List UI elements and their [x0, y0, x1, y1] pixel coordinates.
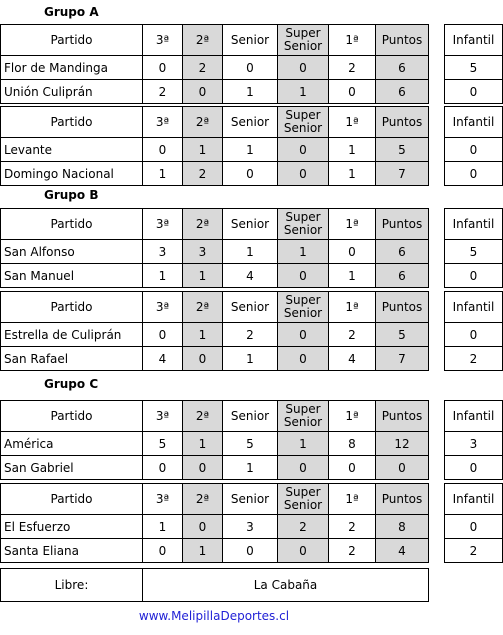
team-name-cell: San Gabriel [1, 456, 143, 480]
score-cell-c1: 0 [329, 456, 376, 480]
score-cell-c2: 1 [183, 264, 223, 288]
score-cell-super: 0 [278, 56, 329, 80]
header-partido: Partido [1, 25, 143, 56]
score-cell-c2: 0 [183, 515, 223, 539]
header-1a: 1ª [329, 401, 376, 432]
team-name-cell: Domingo Nacional [1, 162, 143, 186]
team-name-cell: Flor de Mandinga [1, 56, 143, 80]
header-infantil: Infantil [445, 107, 503, 138]
score-cell-c1: 0 [329, 80, 376, 104]
team-name-cell: Estrella de Culiprán [1, 323, 143, 347]
header-super-line2: Senior [283, 39, 323, 53]
header-senior: Senior [223, 292, 278, 323]
score-cell-super: 1 [278, 240, 329, 264]
header-row [1, 292, 429, 323]
infantil-row [445, 56, 503, 80]
score-cell-c1: 2 [329, 539, 376, 563]
score-cell-c1: 2 [329, 56, 376, 80]
score-cell-c1: 1 [329, 138, 376, 162]
header-1a: 1ª [329, 25, 376, 56]
score-cell-infantil: 3 [445, 432, 503, 456]
score-cell-c3: 1 [143, 515, 183, 539]
score-cell-c3: 1 [143, 162, 183, 186]
score-cell-c3: 0 [143, 138, 183, 162]
table-row [1, 515, 429, 539]
score-cell-infantil: 0 [445, 264, 503, 288]
team-name-cell: San Alfonso [1, 240, 143, 264]
score-cell-c1: 4 [329, 347, 376, 371]
score-cell-senior: 0 [223, 56, 278, 80]
libre-table [0, 568, 429, 602]
header-partido: Partido [1, 401, 143, 432]
infantil-row [445, 515, 503, 539]
score-cell-infantil: 2 [445, 539, 503, 563]
score-cell-super: 0 [278, 323, 329, 347]
table-row [1, 80, 429, 104]
team-name-cell: Santa Eliana [1, 539, 143, 563]
score-cell-c1: 0 [329, 240, 376, 264]
header-partido: Partido [1, 292, 143, 323]
team-name-cell: América [1, 432, 143, 456]
score-cell-infantil: 5 [445, 240, 503, 264]
match-table [0, 24, 429, 104]
infantil-row [445, 347, 503, 371]
score-cell-senior: 3 [223, 515, 278, 539]
header-infantil: Infantil [445, 484, 503, 515]
score-cell-c2: 0 [183, 80, 223, 104]
table-row [1, 456, 429, 480]
score-cell-super: 0 [278, 456, 329, 480]
header-2a: 2ª [183, 484, 223, 515]
score-cell-c1: 1 [329, 162, 376, 186]
table-row [1, 56, 429, 80]
header-infantil: Infantil [445, 292, 503, 323]
header-puntos: Puntos [376, 292, 429, 323]
header-1a: 1ª [329, 107, 376, 138]
score-cell-infantil: 5 [445, 56, 503, 80]
infantil-header-row [445, 107, 503, 138]
score-cell-super: 1 [278, 432, 329, 456]
header-super-line1: Super [285, 485, 321, 499]
score-cell-senior: 0 [223, 539, 278, 563]
header-2a: 2ª [183, 401, 223, 432]
match-table [0, 106, 429, 186]
infantil-header-row [445, 401, 503, 432]
header-puntos: Puntos [376, 107, 429, 138]
infantil-row [445, 539, 503, 563]
header-row [1, 401, 429, 432]
libre-team: La Cabaña [143, 569, 429, 602]
header-2a: 2ª [183, 209, 223, 240]
score-cell-super: 0 [278, 347, 329, 371]
header-super-senior [278, 107, 329, 138]
match-table [0, 483, 429, 563]
header-3a: 3ª [143, 401, 183, 432]
header-row [1, 25, 429, 56]
score-cell-infantil: 0 [445, 456, 503, 480]
score-cell-c2: 1 [183, 138, 223, 162]
header-super-line1: Super [285, 293, 321, 307]
score-cell-puntos: 4 [376, 539, 429, 563]
header-3a: 3ª [143, 25, 183, 56]
infantil-header-row [445, 209, 503, 240]
table-row [1, 432, 429, 456]
score-cell-infantil: 0 [445, 515, 503, 539]
score-cell-senior: 1 [223, 456, 278, 480]
header-puntos: Puntos [376, 25, 429, 56]
match-table [0, 208, 429, 288]
score-cell-puntos: 6 [376, 56, 429, 80]
score-cell-senior: 1 [223, 138, 278, 162]
score-cell-super: 2 [278, 515, 329, 539]
header-super-line1: Super [285, 210, 321, 224]
header-senior: Senior [223, 209, 278, 240]
score-cell-senior: 1 [223, 80, 278, 104]
header-senior: Senior [223, 484, 278, 515]
score-cell-c1: 2 [329, 323, 376, 347]
infantil-row [445, 138, 503, 162]
header-senior: Senior [223, 401, 278, 432]
group-title-c: Grupo C [44, 377, 99, 391]
score-cell-super: 0 [278, 138, 329, 162]
header-super-line2: Senior [283, 498, 323, 512]
score-cell-c2: 0 [183, 456, 223, 480]
header-row [1, 484, 429, 515]
infantil-row [445, 264, 503, 288]
header-1a: 1ª [329, 209, 376, 240]
header-infantil: Infantil [445, 209, 503, 240]
header-super-senior [278, 401, 329, 432]
score-cell-super: 0 [278, 162, 329, 186]
score-cell-c3: 0 [143, 56, 183, 80]
header-senior: Senior [223, 25, 278, 56]
score-cell-c3: 0 [143, 456, 183, 480]
score-cell-c1: 1 [329, 264, 376, 288]
score-cell-senior: 2 [223, 323, 278, 347]
header-1a: 1ª [329, 292, 376, 323]
infantil-row [445, 240, 503, 264]
score-cell-c3: 5 [143, 432, 183, 456]
score-cell-c1: 2 [329, 515, 376, 539]
header-2a: 2ª [183, 292, 223, 323]
score-cell-infantil: 0 [445, 80, 503, 104]
score-cell-puntos: 8 [376, 515, 429, 539]
score-cell-c2: 1 [183, 539, 223, 563]
team-name-cell: San Rafael [1, 347, 143, 371]
score-cell-c2: 1 [183, 323, 223, 347]
infantil-table [444, 483, 503, 563]
infantil-table [444, 24, 503, 104]
team-name-cell: El Esfuerzo [1, 515, 143, 539]
header-partido: Partido [1, 107, 143, 138]
team-name-cell: Levante [1, 138, 143, 162]
score-cell-puntos: 6 [376, 264, 429, 288]
header-2a: 2ª [183, 107, 223, 138]
infantil-header-row [445, 292, 503, 323]
header-partido: Partido [1, 484, 143, 515]
header-puntos: Puntos [376, 484, 429, 515]
score-cell-c3: 4 [143, 347, 183, 371]
table-row [1, 240, 429, 264]
header-super-line2: Senior [283, 415, 323, 429]
header-super-line2: Senior [283, 121, 323, 135]
score-cell-super: 1 [278, 80, 329, 104]
header-3a: 3ª [143, 209, 183, 240]
score-cell-puntos: 7 [376, 162, 429, 186]
header-super-senior [278, 484, 329, 515]
score-cell-c3: 3 [143, 240, 183, 264]
score-cell-c3: 0 [143, 539, 183, 563]
header-row [1, 107, 429, 138]
table-row [1, 264, 429, 288]
group-title-a: Grupo A [44, 5, 99, 19]
group-title-b: Grupo B [44, 188, 99, 202]
infantil-row [445, 432, 503, 456]
score-cell-senior: 1 [223, 240, 278, 264]
header-infantil: Infantil [445, 401, 503, 432]
score-cell-puntos: 6 [376, 240, 429, 264]
header-partido: Partido [1, 209, 143, 240]
score-cell-c2: 1 [183, 432, 223, 456]
score-cell-c2: 0 [183, 347, 223, 371]
infantil-table [444, 291, 503, 371]
match-table [0, 400, 429, 480]
infantil-row [445, 456, 503, 480]
header-super-line1: Super [285, 108, 321, 122]
infantil-header-row [445, 25, 503, 56]
infantil-table [444, 106, 503, 186]
infantil-row [445, 80, 503, 104]
infantil-table [444, 400, 503, 480]
table-row [1, 138, 429, 162]
footer-site-link[interactable]: www.MelipillaDeportes.cl [138, 609, 290, 623]
header-row [1, 209, 429, 240]
table-row [1, 162, 429, 186]
header-super-line2: Senior [283, 223, 323, 237]
header-3a: 3ª [143, 292, 183, 323]
score-cell-senior: 1 [223, 347, 278, 371]
header-super-senior [278, 25, 329, 56]
score-cell-puntos: 7 [376, 347, 429, 371]
score-cell-c3: 2 [143, 80, 183, 104]
score-cell-puntos: 12 [376, 432, 429, 456]
table-row [1, 347, 429, 371]
header-puntos: Puntos [376, 401, 429, 432]
score-cell-infantil: 0 [445, 162, 503, 186]
header-super-line1: Super [285, 402, 321, 416]
infantil-row [445, 323, 503, 347]
header-3a: 3ª [143, 107, 183, 138]
score-cell-c3: 0 [143, 323, 183, 347]
score-cell-super: 0 [278, 539, 329, 563]
team-name-cell: Unión Culiprán [1, 80, 143, 104]
score-cell-puntos: 5 [376, 138, 429, 162]
header-senior: Senior [223, 107, 278, 138]
header-super-line1: Super [285, 26, 321, 40]
infantil-table [444, 208, 503, 288]
score-cell-senior: 5 [223, 432, 278, 456]
header-2a: 2ª [183, 25, 223, 56]
header-super-line2: Senior [283, 306, 323, 320]
score-cell-puntos: 5 [376, 323, 429, 347]
score-cell-c2: 2 [183, 56, 223, 80]
score-cell-super: 0 [278, 264, 329, 288]
score-cell-infantil: 0 [445, 138, 503, 162]
score-cell-senior: 4 [223, 264, 278, 288]
header-super-senior [278, 209, 329, 240]
score-cell-c3: 1 [143, 264, 183, 288]
infantil-header-row [445, 484, 503, 515]
header-infantil: Infantil [445, 25, 503, 56]
libre-label: Libre: [1, 569, 143, 602]
score-cell-senior: 0 [223, 162, 278, 186]
team-name-cell: San Manuel [1, 264, 143, 288]
score-cell-puntos: 0 [376, 456, 429, 480]
header-puntos: Puntos [376, 209, 429, 240]
score-cell-puntos: 6 [376, 80, 429, 104]
header-1a: 1ª [329, 484, 376, 515]
table-row [1, 539, 429, 563]
header-3a: 3ª [143, 484, 183, 515]
infantil-row [445, 162, 503, 186]
match-table [0, 291, 429, 371]
score-cell-infantil: 2 [445, 347, 503, 371]
score-cell-infantil: 0 [445, 323, 503, 347]
score-cell-c2: 2 [183, 162, 223, 186]
header-super-senior [278, 292, 329, 323]
table-row [1, 323, 429, 347]
score-cell-c2: 3 [183, 240, 223, 264]
score-cell-c1: 8 [329, 432, 376, 456]
